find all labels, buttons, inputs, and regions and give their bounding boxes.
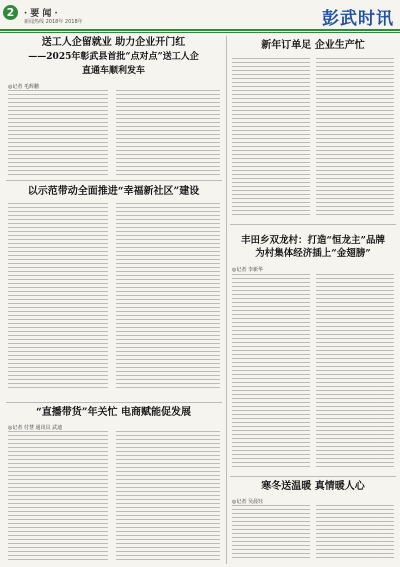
section-name: · 要 闻 · [24, 9, 58, 19]
article-body-5a [232, 274, 310, 470]
article-body-4a [232, 58, 310, 218]
column-divider [226, 36, 227, 564]
article-byline-5: ◎记者 李新华 [232, 267, 263, 273]
title-line: 送工人企留就业 助力企业开门红 [41, 37, 186, 48]
header-rule [0, 29, 400, 31]
header-rule-thin [0, 32, 400, 33]
article-divider [6, 180, 222, 181]
article-divider [6, 402, 222, 403]
article-body-1a [8, 90, 108, 178]
title-line: 丰田乡双龙村：打造“恒龙主”品牌 [241, 235, 385, 246]
article-divider [230, 476, 396, 477]
article-body-5b [316, 274, 394, 470]
issue-dates: 新闻热线 2018年 2018年 [24, 19, 83, 25]
article-body-2b [116, 203, 220, 389]
article-body-1b [116, 90, 220, 178]
article-byline-1: ◎记者 毛辉鹏 [8, 84, 39, 90]
article-body-3a [8, 431, 108, 561]
article-title-2: 以示范带动全面推进“幸福新社区”建设 [27, 186, 200, 197]
article-title-3: “直播带货”年关忙 电商赋能促发展 [36, 407, 191, 418]
article-body-6a [232, 505, 310, 561]
article-title-6: 寒冬送温暖 真情暖人心 [261, 481, 365, 492]
page-number: 2 [3, 5, 18, 20]
article-body-6b [316, 505, 394, 561]
article-divider [230, 224, 396, 225]
title-line: ——2025年彰武县首批“点对点”送工人企 [28, 52, 199, 62]
article-body-3b [116, 431, 220, 561]
article-body-4b [316, 58, 394, 218]
masthead-brand: 彭武时讯 [322, 9, 394, 29]
article-title-5 [230, 234, 396, 260]
title-line: 直通车顺利发车 [81, 66, 145, 76]
article-byline-6: ◎记者 吴晨钰 [232, 499, 263, 505]
article-title-4: 新年订单足 企业生产忙 [261, 40, 365, 51]
article-body-2a [8, 203, 108, 389]
title-line: 为村集体经济插上“金翅膀” [255, 248, 371, 259]
article-byline-3: ◎记者 付慧 通讯员 武迪 [8, 425, 63, 431]
article-title-1 [6, 36, 221, 78]
